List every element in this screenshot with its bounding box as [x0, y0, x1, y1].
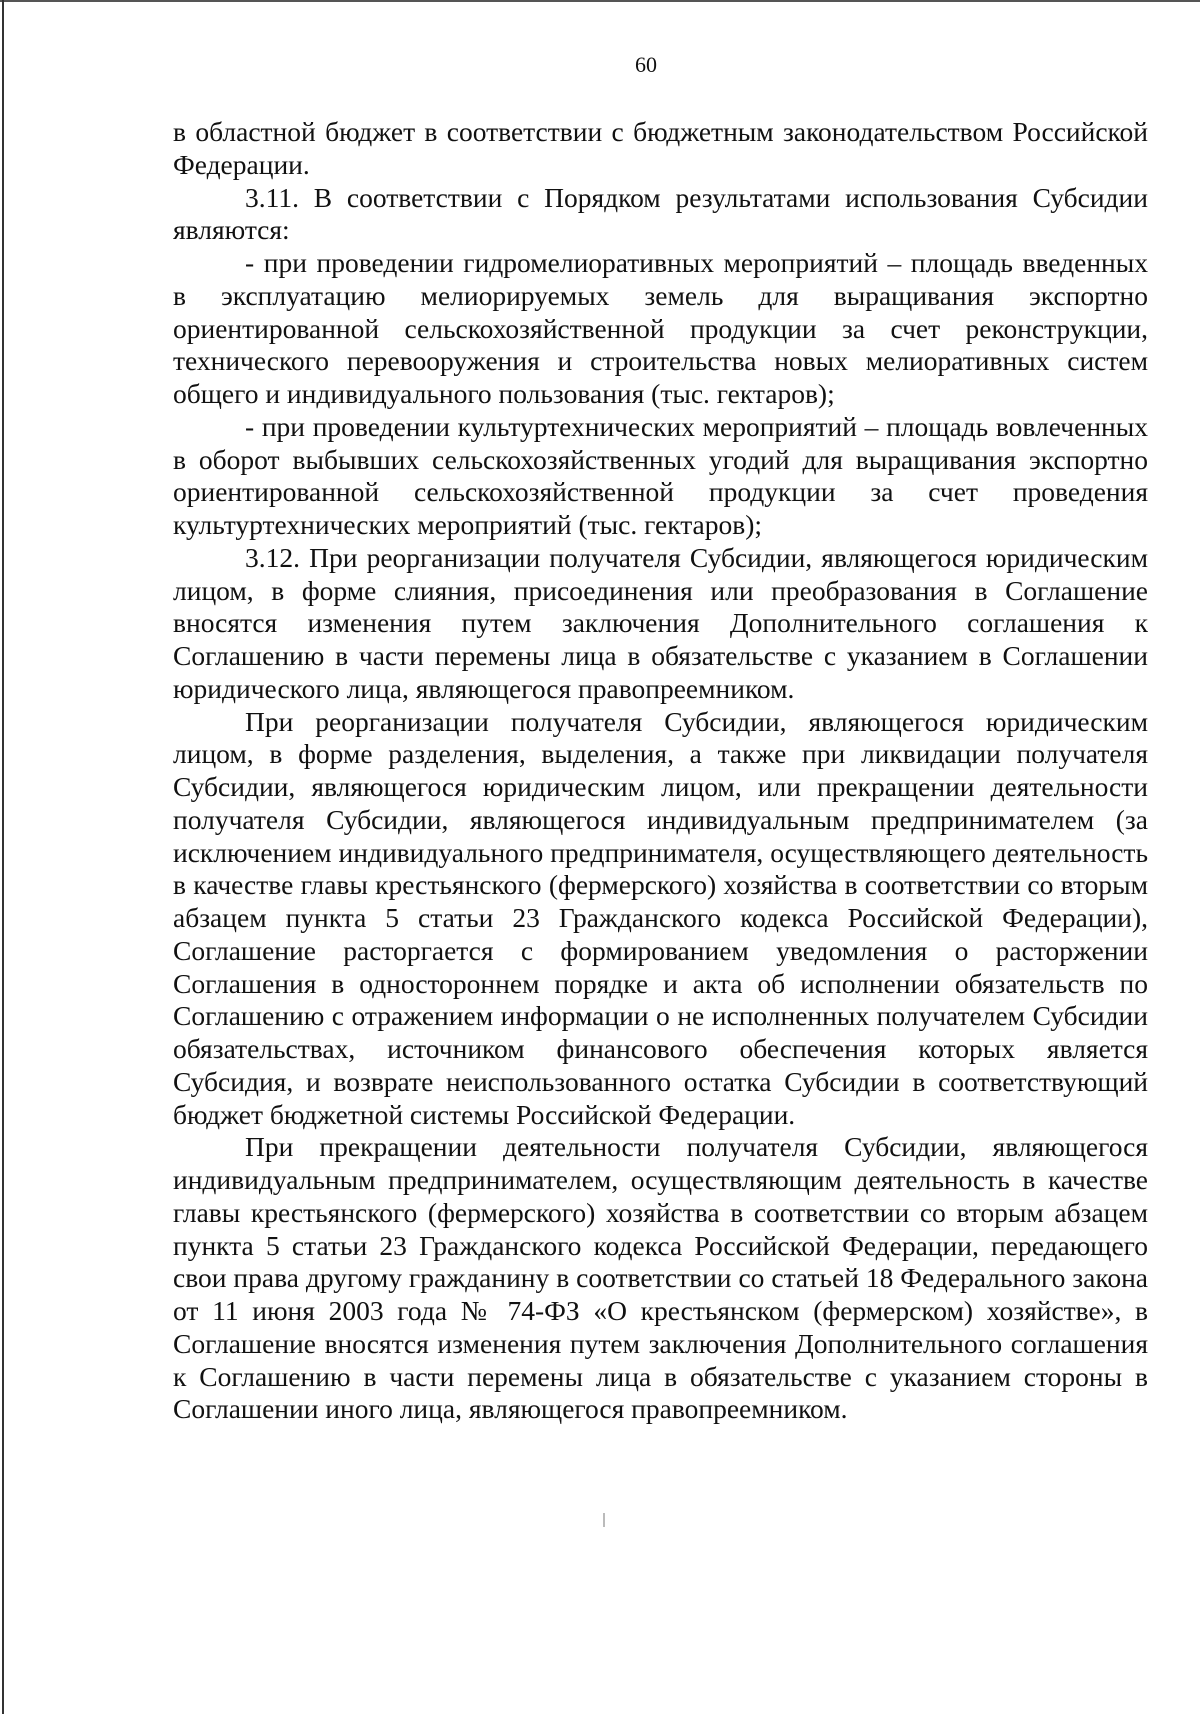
- paragraph-continuation: в областной бюджет в соответствии с бюджетным законодательством Российской Федерации.: [173, 116, 1148, 180]
- document-body: [173, 116, 1148, 1426]
- paragraph-3-12: 3.12. При реорганизации получателя Субсидии, являющегося юридическим лицом, в форме слияния, присоединения или преобразования в Соглашение вносятся изменения путем заключения Дополнительного соглашения к Соглашению в части перемены лица в обязательстве с указанием в Соглашении юридического лица, являющегося правопреемником.: [173, 541, 1148, 704]
- left-border-line: [2, 0, 4, 1714]
- page-number: 60: [635, 52, 657, 77]
- scan-mark: [603, 1513, 605, 1527]
- paragraph-3-11: 3.11. В соответствии с Порядком результатами использования Субсидии являются:: [173, 181, 1148, 246]
- paragraph-cultural-technical-item: - при проведении культуртехнических мероприятий – площадь вовлеченных в оборот выбывших сельскохозяйственных угодий для выращивания экспортно ориентированной сельскохозяйственной продукции за счет проведения культуртехнических мероприятий (тыс. гектаров);: [173, 410, 1148, 540]
- top-border-line: [0, 0, 1200, 2]
- paragraph-reorganization: При реорганизации получателя Субсидии, являющегося юридическим лицом, в форме разделения, выделения, а также при ликвидации получателя Субсидии, являющегося юридическим лицом, или прекращении деятельности получателя Субсидии, являющегося индивидуальным предпринимателем (за исключением индивидуального предпринимателя, осуществляющего деятельность в качестве главы крестьянского (фермерского) хозяйства в соответствии со вторым абзацем пункта 5 статьи 23 Гражданского кодекса Российской Федерации), Соглашение расторгается с формированием уведомления о расторжении Соглашения в одностороннем порядке и акта об исполнении обязательств по Соглашению с отражением информации о не исполненных получателем Субсидии обязательствах, источником финансового обеспечения которых является Субсидия, и возврате неиспользованного остатка Субсидии в соответствующий бюджет бюджетной системы Российской Федерации.: [173, 705, 1148, 1130]
- paragraph-hydromelioration-item: - при проведении гидромелиоративных мероприятий – площадь введенных в эксплуатацию мелиорируемых земель для выращивания экспортно ориентированной сельскохозяйственной продукции за счет реконструкции, технического перевооружения и строительства новых мелиоративных систем общего и индивидуального пользования (тыс. гектаров);: [173, 247, 1148, 409]
- paragraph-termination: При прекращении деятельности получателя Субсидии, являющегося индивидуальным предпринимателем, осуществляющим деятельность в качестве главы крестьянского (фермерского) хозяйства в соответствии со вторым абзацем пункта 5 статьи 23 Гражданского кодекса Российской Федерации, передающего свои права другому гражданину в соответствии со статьей 18 Федерального закона от 11 июня 2003 года № 74-ФЗ «О крестьянском (фермерском) хозяйстве», в Соглашение вносятся изменения путем заключения Дополнительного соглашения к Соглашению в части перемены лица в обязательстве с указанием стороны в Соглашении иного лица, являющегося правопреемником.: [173, 1131, 1148, 1425]
